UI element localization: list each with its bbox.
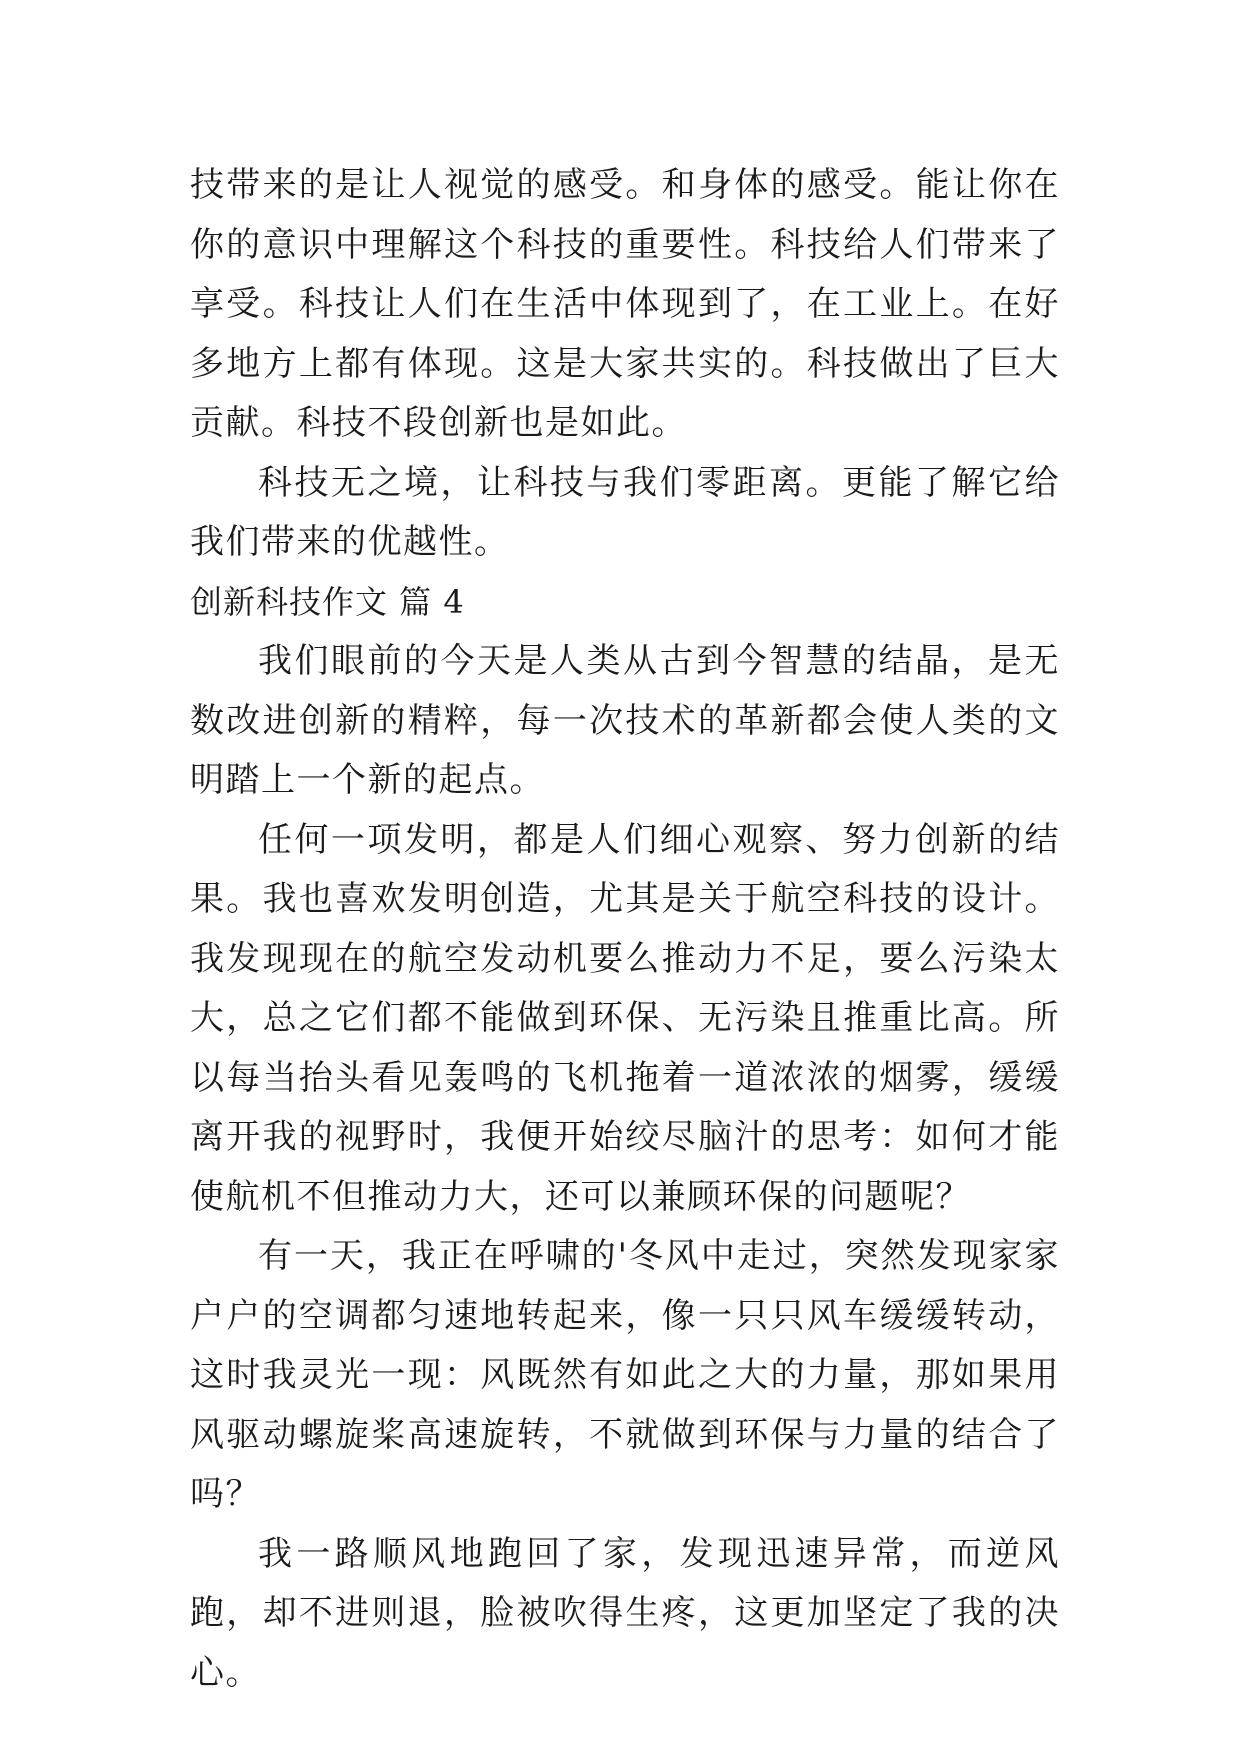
document-body — [190, 156, 1060, 1703]
paragraph: 我们眼前的今天是人类从古到今智慧的结晶，是无数改进创新的精粹，每一次技术的革新都会使人类的文明踏上一个新的起点。 — [190, 641, 1060, 800]
paragraph: 有一天，我正在呼啸的'冬风中走过，突然发现家家户户的空调都匀速地转起来，像一只只风车缓缓转动，这时我灵光一现：风既然有如此之大的力量，那如果用风驱动螺旋桨高速旋转，不就做到环保与力量的结合了吗？ — [190, 1236, 1060, 1514]
paragraph: 科技无之境，让科技与我们零距离。更能了解它给我们带来的优越性。 — [190, 462, 1060, 562]
paragraph-continued: 技带来的是让人视觉的感受。和身体的感受。能让你在你的意识中理解这个科技的重要性。科技给人们带来了享受。科技让人们在生活中体现到了，在工业上。在好多地方上都有体现。这是大家共实的。科技做出了巨大贡献。科技不段创新也是如此。 — [190, 165, 1060, 443]
paragraph: 任何一项发明，都是人们细心观察、努力创新的结果。我也喜欢发明创造，尤其是关于航空科技的设计。我发现现在的航空发动机要么推动力不足，要么污染太大，总之它们都不能做到环保、无污染且推重比高。所以每当抬头看见轰鸣的飞机拖着一道浓浓的烟雾，缓缓离开我的视野时，我便开始绞尽脑汁的思考：如何才能使航机不但推动力大，还可以兼顾环保的问题呢？ — [190, 819, 1060, 1217]
paragraph: 我一路顺风地跑回了家，发现迅速异常，而逆风跑，却不进则退，脸被吹得生疼，这更加坚定了我的决心。 — [190, 1533, 1060, 1693]
section-heading: 创新科技作文 篇 4 — [190, 582, 465, 621]
